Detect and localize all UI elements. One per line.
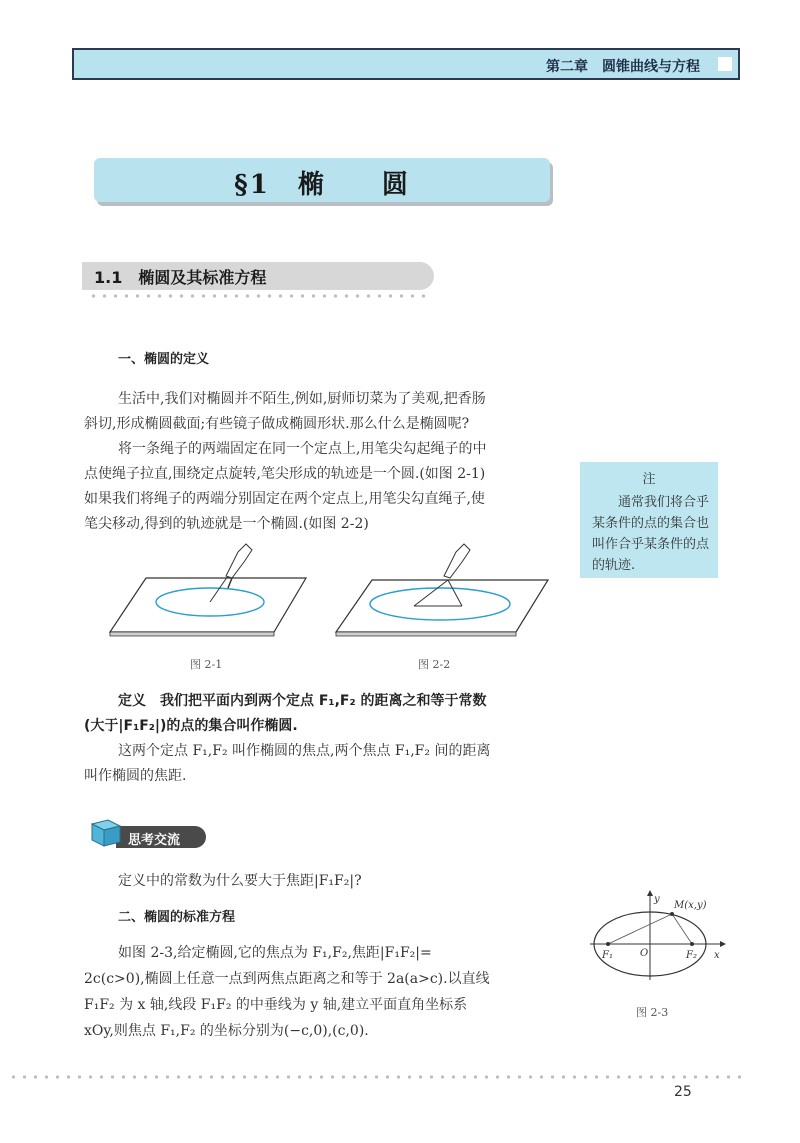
figure-2-3-caption: 图 2-3 bbox=[636, 1006, 669, 1019]
fig3-point-m-label: M(x,y) bbox=[674, 900, 707, 911]
figure-2-2-caption: 图 2-2 bbox=[418, 658, 451, 671]
fig3-f1-label: F₁ bbox=[602, 950, 613, 961]
subsection-title-bar bbox=[82, 262, 434, 290]
part1-line: 生活中,我们对椭圆并不陌生,例如,厨师切菜为了美观,把香肠 bbox=[118, 391, 486, 407]
think-question: 定义中的常数为什么要大于焦距|F₁F₂|? bbox=[118, 873, 362, 889]
fig3-y-axis-label: y bbox=[654, 894, 660, 905]
page-number: 25 bbox=[674, 1084, 692, 1100]
chapter-header-bar bbox=[72, 48, 740, 80]
definition-text: 定义 我们把平面内到两个定点 F₁,F₂ 的距离之和等于常数 bbox=[118, 693, 487, 709]
part2-line: 如图 2-3,给定椭圆,它的焦点为 F₁,F₂,焦距|F₁F₂|= bbox=[118, 945, 432, 961]
think-exchange-banner bbox=[116, 826, 206, 848]
part2-line: 2c(c>0),椭圆上任意一点到两焦点距离之和等于 2a(a>c).以直线 bbox=[84, 971, 490, 987]
fig3-f2-label: F₂ bbox=[686, 950, 697, 961]
figure-2-1-circle-drawing bbox=[106, 540, 316, 644]
part1-line: 将一条绳子的两端固定在同一个定点上,用笔尖勾起绳子的中 bbox=[118, 441, 487, 457]
section-title: §1 椭 圆 bbox=[234, 170, 410, 200]
part1-line: 笔尖移动,得到的轨迹就是一个椭圆.(如图 2-2) bbox=[84, 516, 369, 532]
figure-2-1-caption: 图 2-1 bbox=[190, 658, 223, 671]
subsection-dotted-divider bbox=[88, 294, 432, 298]
header-square-icon bbox=[718, 57, 732, 71]
part2-line: F₁F₂ 为 x 轴,线段 F₁F₂ 的中垂线为 y 轴,建立平面直角坐标系 bbox=[84, 997, 468, 1013]
section-title-box bbox=[94, 158, 550, 202]
part1-heading: 一、椭圆的定义 bbox=[118, 352, 210, 367]
part2-heading: 二、椭圆的标准方程 bbox=[118, 910, 236, 925]
part1-line: 斜切,形成椭圆截面;有些镜子做成椭圆形状.那么什么是椭圆呢? bbox=[84, 416, 470, 432]
part1-line: 点使绳子拉直,围绕定点旋转,笔尖形成的轨迹是一个圆.(如图 2-1) bbox=[84, 466, 486, 482]
think-exchange-icon bbox=[88, 818, 122, 848]
definition-text: (大于|F₁F₂|)的点的集合叫作椭圆. bbox=[84, 718, 298, 734]
fig3-x-axis-label: x bbox=[714, 950, 720, 961]
part2-line: xOy,则焦点 F₁,F₂ 的坐标分别为(−c,0),(c,0). bbox=[84, 1023, 369, 1039]
part1-line: 如果我们将绳子的两端分别固定在两个定点上,用笔尖勾直绳子,使 bbox=[84, 491, 485, 507]
fig3-origin-label: O bbox=[640, 948, 649, 959]
figure-2-3-ellipse-diagram bbox=[588, 888, 728, 984]
side-note-title: 注 bbox=[642, 472, 656, 487]
side-note-box bbox=[580, 462, 718, 578]
subsection-title: 1.1 椭圆及其标准方程 bbox=[94, 268, 267, 287]
definition-text: 这两个定点 F₁,F₂ 叫作椭圆的焦点,两个焦点 F₁,F₂ 间的距离 bbox=[118, 743, 491, 759]
footer-dotted-divider bbox=[8, 1075, 748, 1079]
definition-text: 叫作椭圆的焦距. bbox=[84, 768, 187, 784]
chapter-title: 第二章 圆锥曲线与方程 bbox=[546, 59, 700, 75]
figure-2-2-ellipse-drawing bbox=[332, 540, 556, 644]
think-exchange-label: 思考交流 bbox=[128, 833, 181, 848]
side-note-text: 通常我们将合乎某条件的点的集合也叫作合乎某条件的点的轨迹. bbox=[592, 495, 710, 573]
